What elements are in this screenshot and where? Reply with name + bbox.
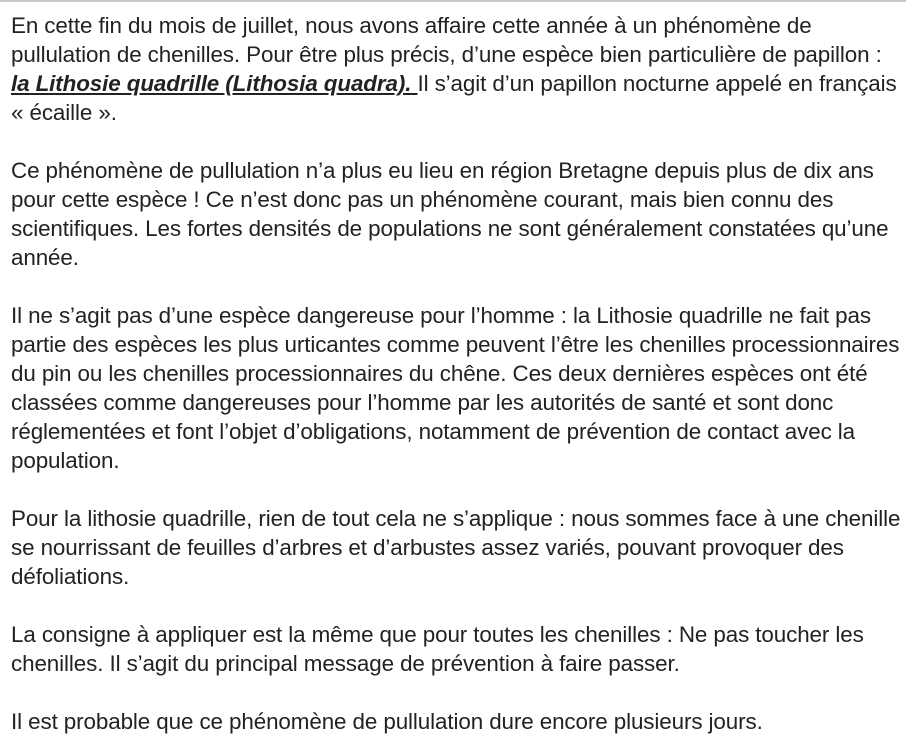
article-body: [11, 11, 901, 736]
paragraph-history: Ce phénomène de pullulation n’a plus eu lieu en région Bretagne depuis plus de dix ans pour cette espèce ! Ce n’est donc pas un phénomène courant, mais bien connu des scientifiques. Les fortes densités de populations ne sont généralement constatées qu’une année.: [11, 158, 889, 270]
paragraph-instruction: La consigne à appliquer est la même que pour toutes les chenilles : Ne pas toucher les chenilles. Il s’agit du principal message de prévention à faire passer.: [11, 622, 864, 676]
paragraph-intro: [11, 11, 901, 127]
paragraph-intro-end: Il s’agit d’un papillon nocturne appelé en français « écaille ».: [11, 71, 897, 125]
paragraph-lithosie: Pour la lithosie quadrille, rien de tout cela ne s’applique : nous sommes face à une chenille se nourrissant de feuilles d’arbres et d’arbustes assez variés, pouvant provoquer des défoliations.: [11, 506, 901, 589]
species-link[interactable]: la Lithosie quadrille (Lithosia quadra).: [11, 71, 418, 96]
paragraph-outlook: Il est probable que ce phénomène de pullulation dure encore plusieurs jours.: [11, 709, 763, 734]
top-divider: [0, 0, 906, 2]
paragraph-danger: Il ne s’agit pas d’une espèce dangereuse pour l’homme : la Lithosie quadrille ne fait pas partie des espèces les plus urticantes comme peuvent l’être les chenilles processionnaires du pin ou les chenilles processionnaires du chêne. Ces deux dernières espèces ont été classées comme dangereuses pour l’homme par les autorités de santé et sont donc réglementées et font l’objet d’obligations, notamment de prévention de contact avec la population.: [11, 303, 900, 473]
paragraph-intro-text: En cette fin du mois de juillet, nous avons affaire cette année à un phénomène de pullulation de chenilles. Pour être plus précis, d’une espèce bien particulière de papillon :: [11, 13, 882, 67]
